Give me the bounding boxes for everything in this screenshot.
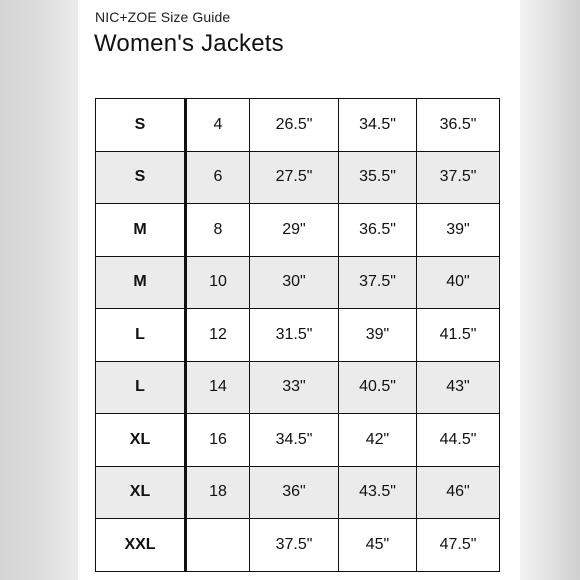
numeric-size-cell: 14: [186, 361, 250, 414]
measurement-cell-3: 44.5": [417, 414, 500, 467]
numeric-size-cell: 4: [186, 99, 250, 152]
measurement-cell-1: 31.5": [250, 309, 339, 362]
measurement-cell-1: 34.5": [250, 414, 339, 467]
measurement-cell-2: 34.5": [339, 99, 417, 152]
numeric-size-cell: 8: [186, 204, 250, 257]
measurement-cell-2: 43.5": [339, 466, 417, 519]
measurement-cell-2: 37.5": [339, 256, 417, 309]
table-row: [96, 466, 500, 519]
measurement-cell-3: 46": [417, 466, 500, 519]
size-cell: M: [96, 256, 186, 309]
size-cell: XL: [96, 414, 186, 467]
numeric-size-cell: 6: [186, 151, 250, 204]
measurement-cell-2: 42": [339, 414, 417, 467]
size-cell: XL: [96, 466, 186, 519]
page-title: Women's Jackets: [94, 30, 284, 57]
measurement-cell-3: 43": [417, 361, 500, 414]
background-right: [520, 0, 580, 580]
measurement-cell-2: 36.5": [339, 204, 417, 257]
measurement-cell-2: 39": [339, 309, 417, 362]
size-cell: L: [96, 361, 186, 414]
measurement-cell-1: 30": [250, 256, 339, 309]
size-cell: M: [96, 204, 186, 257]
table-row: [96, 256, 500, 309]
measurement-cell-1: 33": [250, 361, 339, 414]
numeric-size-cell: 10: [186, 256, 250, 309]
measurement-cell-1: 37.5": [250, 519, 339, 572]
size-cell: L: [96, 309, 186, 362]
table-row: [96, 99, 500, 152]
measurement-cell-2: 35.5": [339, 151, 417, 204]
numeric-size-cell: 16: [186, 414, 250, 467]
numeric-size-cell: [186, 519, 250, 572]
measurement-cell-2: 40.5": [339, 361, 417, 414]
table-row: [96, 204, 500, 257]
measurement-cell-3: 39": [417, 204, 500, 257]
measurement-cell-3: 47.5": [417, 519, 500, 572]
table-row: [96, 519, 500, 572]
table-row: [96, 361, 500, 414]
measurement-cell-3: 36.5": [417, 99, 500, 152]
measurement-cell-3: 41.5": [417, 309, 500, 362]
measurement-cell-1: 36": [250, 466, 339, 519]
numeric-size-cell: 18: [186, 466, 250, 519]
table-row: [96, 151, 500, 204]
table-row: [96, 414, 500, 467]
measurement-cell-3: 37.5": [417, 151, 500, 204]
size-chart-table: [95, 98, 500, 572]
brand-label: NIC+ZOE Size Guide: [95, 9, 231, 25]
size-cell: S: [96, 151, 186, 204]
measurement-cell-1: 26.5": [250, 99, 339, 152]
numeric-size-cell: 12: [186, 309, 250, 362]
measurement-cell-1: 27.5": [250, 151, 339, 204]
measurement-cell-1: 29": [250, 204, 339, 257]
measurement-cell-3: 40": [417, 256, 500, 309]
background-left: [0, 0, 78, 580]
table-row: [96, 309, 500, 362]
size-cell: S: [96, 99, 186, 152]
size-cell: XXL: [96, 519, 186, 572]
table-body: [96, 98, 500, 571]
measurement-cell-2: 45": [339, 519, 417, 572]
